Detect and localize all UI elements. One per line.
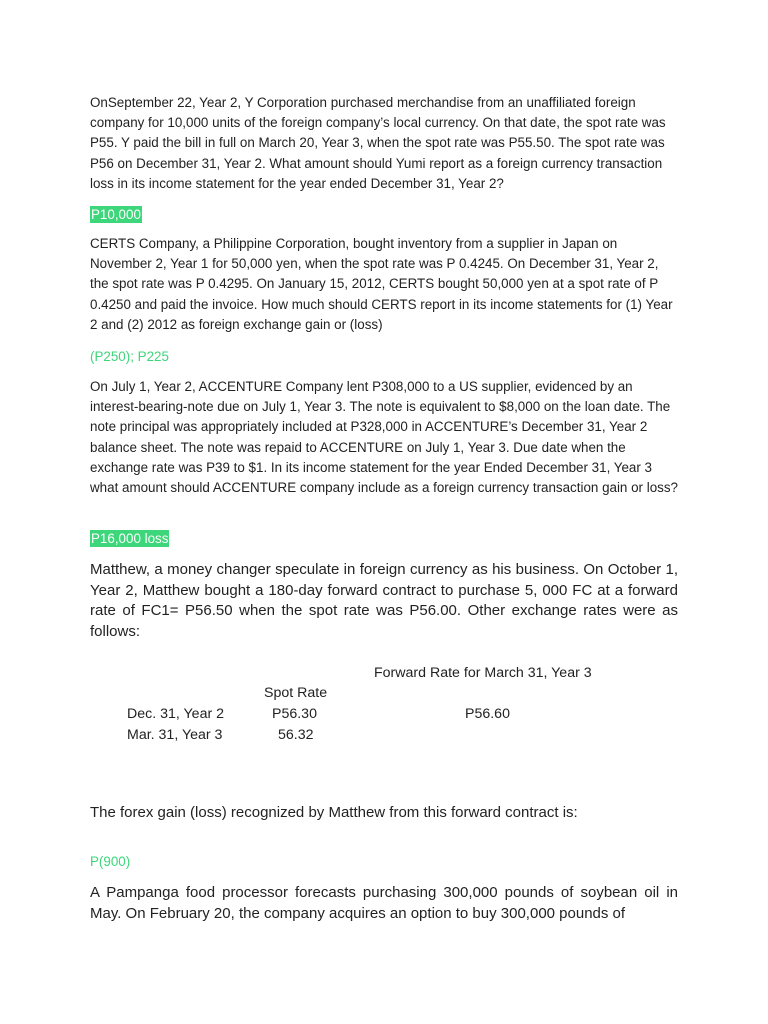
question-2-answer: (P250); P225 xyxy=(90,349,169,364)
question-2-text: CERTS Company, a Philippine Corporation, bought inventory from a supplier in Japan on November 2, Year 1 for 50,000 yen, when the spot rate was P 0.4245. On December 31, Year 2, the spot rate was P 0.4295. On January 15, 2012, CERTS bought 50,000 yen at a spot rate of P 0.4250 and paid the invoice. How much should CERTS report in its income statements for (1) Year 2 and (2) 2012 as foreign exchange gain or (loss) xyxy=(90,236,673,332)
table-row-forward: P56.60 xyxy=(465,706,510,722)
question-4-text: Matthew, a money changer speculate in foreign currency as his business. On October 1, Year 2, Matthew bought a 180-day forward contract to purchase 5, 000 FC at a forward rate of FC1= P56.50 when the spot rate was P56.00. Other exchange rates were as follows: xyxy=(90,561,678,640)
question-4-followup: The forex gain (loss) recognized by Matthew from this forward contract is: xyxy=(90,804,578,821)
table-row-date: Mar. 31, Year 3 xyxy=(127,727,223,743)
question-5-text: A Pampanga food processor forecasts purchasing 300,000 pounds of soybean oil in May. On February 20, the company acquires an option to buy 300,000 pounds of xyxy=(90,884,678,922)
table-row-spot: P56.30 xyxy=(272,706,317,722)
spot-rate-header: Spot Rate xyxy=(264,685,328,701)
document-page xyxy=(90,0,678,1024)
table-row-spot: 56.32 xyxy=(278,727,314,743)
question-3-text: On July 1, Year 2, ACCENTURE Company lent P308,000 to a US supplier, evidenced by an interest-bearing-note due on July 1, Year 3. The note is equivalent to $8,000 on the loan date. The note principal was appropriately included at P328,000 in ACCENTURE’s December 31, Year 2 balance sheet. The note was repaid to ACCENTURE on July 1, Year 3. Due date when the exchange rate was P39 to $1. In its income statement for the year Ended December 31, Year 3 what amount should ACCENTURE company include as a foreign currency transaction gain or loss? xyxy=(90,379,678,496)
question-1-answer: P10,000 xyxy=(91,207,141,222)
table-row-date: Dec. 31, Year 2 xyxy=(127,706,225,722)
question-4-answer: P(900) xyxy=(90,854,131,869)
forward-rate-header: Forward Rate for March 31, Year 3 xyxy=(374,665,592,681)
question-1-text: OnSeptember 22, Year 2, Y Corporation purchased merchandise from an unaffiliated foreign company for 10,000 units of the foreign company’s local currency. On that date, the spot rate was P55. Y paid the bill in full on March 20, Year 3, when the spot rate was P55.50. The spot rate was P56 on December 31, Year 2. What amount should Yumi report as a foreign currency transaction loss in its income statement for the year ended December 31, Year 2? xyxy=(90,95,666,191)
question-3-answer: P16,000 loss xyxy=(91,531,169,546)
